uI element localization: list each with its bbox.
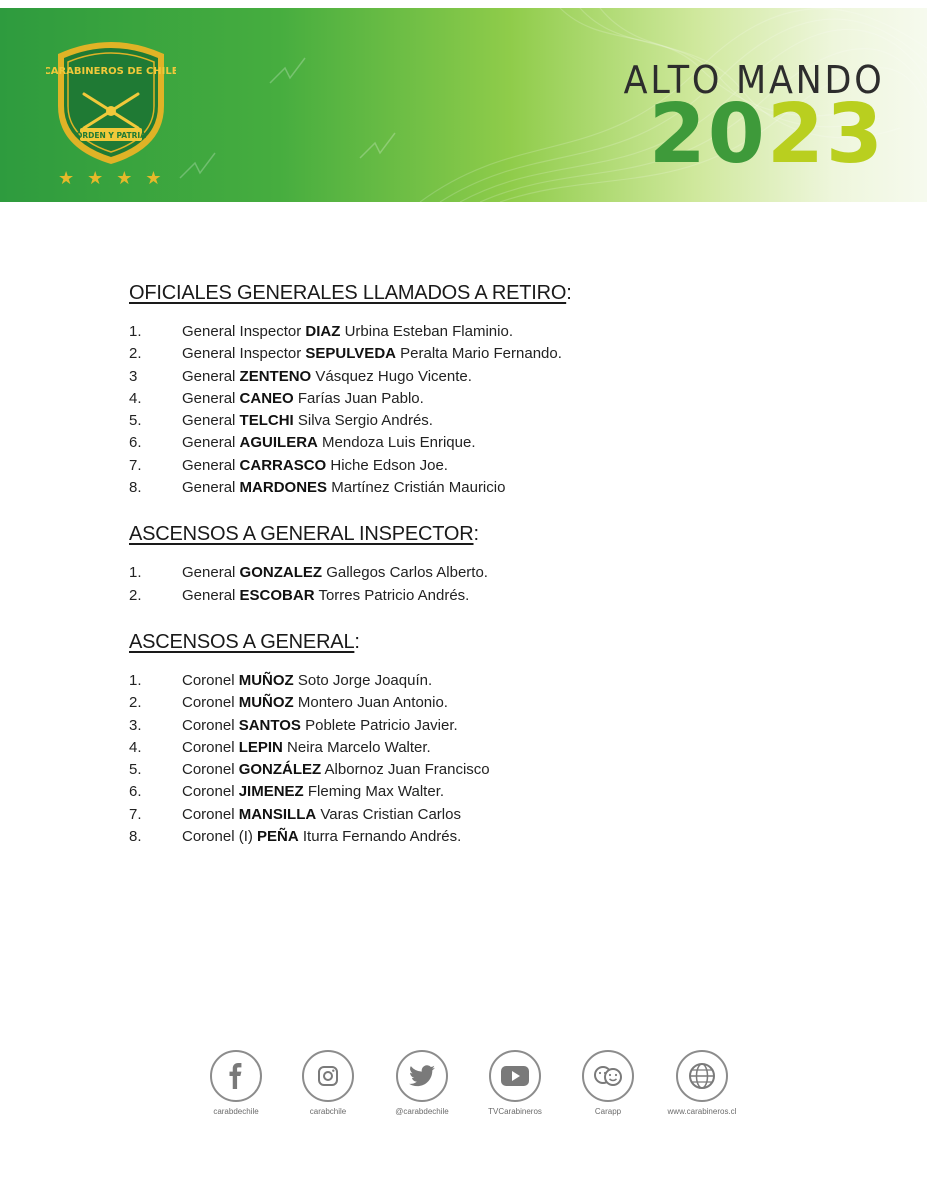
officer-rank: General — [182, 367, 240, 385]
list-item — [129, 585, 829, 607]
list-number: 8. — [129, 479, 142, 497]
officer-given-names: Fleming Max Walter. — [303, 783, 445, 801]
officer-surname: MARDONES — [239, 479, 328, 497]
officer-given-names: Neira Marcelo Walter. — [282, 738, 431, 756]
officer-name — [182, 562, 488, 584]
officer-rank: Coronel — [182, 761, 239, 779]
list-item — [129, 388, 829, 410]
list-number: 2. — [129, 345, 142, 363]
youtube-icon[interactable] — [489, 1050, 541, 1102]
list-item — [129, 321, 829, 343]
officer-given-names: Mendoza Luis Enrique. — [317, 434, 476, 452]
officer-given-names: Farías Juan Pablo. — [293, 389, 424, 407]
officer-given-names: Urbina Esteban Flaminio. — [340, 323, 513, 340]
officer-name — [182, 692, 448, 714]
officer-name — [182, 585, 469, 607]
list-number: 2. — [129, 694, 142, 712]
officer-rank: General — [182, 586, 240, 604]
officer-list — [129, 321, 829, 499]
section — [129, 282, 829, 499]
officer-name — [182, 388, 424, 410]
rank-stars — [58, 170, 162, 188]
section — [129, 631, 829, 848]
officer-given-names: Hiche Edson Joe. — [326, 456, 448, 474]
officer-rank: Coronel (I) — [182, 828, 258, 846]
list-item — [129, 432, 829, 454]
facebook-icon[interactable] — [210, 1050, 262, 1102]
social-footer — [200, 1050, 740, 1130]
chat-icon[interactable] — [582, 1050, 634, 1102]
officer-surname: JIMENEZ — [238, 783, 304, 801]
year-title — [648, 87, 885, 182]
officer-rank: General — [182, 434, 240, 452]
officer-surname: TELCHI — [239, 412, 294, 430]
officer-rank: Coronel — [182, 783, 239, 801]
section-title — [129, 282, 829, 305]
officer-name — [182, 321, 513, 343]
officer-given-names: Montero Juan Antonio. — [293, 694, 448, 712]
list-number: 5. — [129, 761, 142, 779]
list-item — [129, 759, 829, 781]
list-number: 7. — [129, 805, 142, 823]
officer-surname: ESCOBAR — [239, 586, 315, 604]
officer-surname: AGUILERA — [239, 434, 318, 452]
officer-given-names: Iturra Fernando Andrés. — [298, 828, 462, 846]
page-title: ALTO MANDO — [624, 58, 885, 102]
officer-list — [129, 670, 829, 848]
section-title — [129, 631, 829, 654]
year-part-1: 20 — [648, 87, 767, 182]
social-label: carabchile — [309, 1107, 347, 1116]
officer-name — [182, 781, 444, 803]
social-link-twitter[interactable] — [386, 1050, 458, 1116]
officer-name — [182, 432, 476, 454]
list-item — [129, 366, 829, 388]
social-link-youtube[interactable] — [479, 1050, 551, 1116]
list-item — [129, 781, 829, 803]
section-title-colon: : — [566, 282, 572, 304]
list-item — [129, 670, 829, 692]
officer-surname: MUÑOZ — [238, 694, 294, 712]
officer-surname: CARRASCO — [239, 456, 327, 474]
list-number: 2. — [129, 586, 142, 604]
officer-surname: CANEO — [239, 389, 294, 407]
star-icon: ★ — [58, 168, 75, 189]
officer-list — [129, 562, 829, 607]
document-content — [129, 282, 829, 872]
section-title-text: ASCENSOS A GENERAL — [129, 630, 355, 653]
officer-rank: General — [182, 564, 240, 582]
list-number: 3. — [129, 716, 142, 734]
list-number: 5. — [129, 412, 142, 430]
list-number: 1. — [129, 323, 142, 340]
section-title — [129, 523, 829, 546]
social-link-chat[interactable] — [572, 1050, 644, 1116]
social-label: carabdechile — [213, 1107, 259, 1116]
list-item — [129, 826, 829, 848]
list-number: 4. — [129, 389, 142, 407]
list-number: 6. — [129, 434, 142, 452]
officer-name — [182, 804, 461, 826]
officer-given-names: Gallegos Carlos Alberto. — [322, 564, 488, 582]
instagram-icon[interactable] — [302, 1050, 354, 1102]
officer-rank: General — [182, 412, 240, 430]
list-item — [129, 692, 829, 714]
officer-given-names: Torres Patricio Andrés. — [314, 586, 470, 604]
list-item — [129, 410, 829, 432]
section-title-colon: : — [473, 523, 479, 546]
list-item — [129, 455, 829, 477]
section-title-text: ASCENSOS A GENERAL INSPECTOR — [129, 523, 474, 546]
social-link-instagram[interactable] — [292, 1050, 364, 1116]
officer-name — [182, 477, 505, 499]
section-title-text: OFICIALES GENERALES LLAMADOS A RETIRO — [129, 282, 567, 304]
officer-name — [182, 737, 431, 759]
officer-name — [182, 410, 433, 432]
officer-name — [182, 455, 448, 477]
list-number: 7. — [129, 456, 142, 474]
officer-rank: Coronel — [182, 716, 239, 734]
officer-surname: SEPULVEDA — [305, 345, 396, 363]
badge-motto: ORDEN Y PATRIA — [76, 131, 146, 140]
officer-name — [182, 759, 490, 781]
officer-surname: MUÑOZ — [238, 671, 294, 689]
officer-name — [182, 670, 432, 692]
officer-name — [182, 366, 472, 388]
list-number: 1. — [129, 671, 142, 689]
star-icon: ★ — [116, 168, 133, 189]
list-number: 3 — [129, 367, 138, 385]
officer-surname: SANTOS — [238, 716, 301, 734]
header-banner — [0, 8, 927, 202]
globe-icon[interactable] — [676, 1050, 728, 1102]
list-number: 1. — [129, 564, 142, 582]
list-number: 4. — [129, 738, 142, 756]
officer-rank: Coronel — [182, 694, 239, 712]
officer-rank: General — [182, 456, 240, 474]
section-title-colon: : — [354, 630, 360, 653]
officer-surname: ZENTENO — [239, 367, 312, 385]
star-icon: ★ — [145, 168, 162, 189]
officer-given-names: Vásquez Hugo Vicente. — [311, 367, 472, 385]
social-link-facebook[interactable] — [200, 1050, 272, 1116]
officer-name — [182, 343, 562, 365]
officer-rank: General — [182, 479, 240, 497]
officer-rank: General — [182, 389, 240, 407]
officer-surname: GONZALEZ — [239, 564, 323, 582]
section — [129, 523, 829, 607]
officer-rank: Coronel — [182, 671, 239, 689]
officer-given-names: Varas Cristian Carlos — [316, 805, 461, 823]
list-number: 8. — [129, 828, 142, 846]
list-item — [129, 715, 829, 737]
twitter-icon[interactable] — [396, 1050, 448, 1102]
list-item — [129, 737, 829, 759]
year-part-2: 23 — [766, 87, 885, 182]
officer-surname: GONZÁLEZ — [238, 761, 322, 779]
list-item — [129, 477, 829, 499]
officer-surname: PEÑA — [257, 828, 299, 846]
officer-name — [182, 715, 458, 737]
officer-name — [182, 826, 461, 848]
social-label: @carabdechile — [395, 1107, 449, 1116]
officer-rank: Coronel — [182, 738, 239, 756]
star-icon: ★ — [87, 168, 104, 189]
social-label: TVCarabineros — [488, 1107, 542, 1116]
officer-rank: General Inspector — [182, 345, 306, 363]
list-item — [129, 562, 829, 584]
officer-given-names: Peralta Mario Fernando. — [395, 345, 562, 363]
social-link-globe[interactable] — [666, 1050, 738, 1116]
officer-given-names: Albornoz Juan Francisco — [321, 761, 490, 779]
officer-rank: General Inspector — [182, 323, 306, 340]
officer-given-names: Martínez Cristián Mauricio — [327, 479, 506, 497]
list-item — [129, 343, 829, 365]
officer-rank: Coronel — [182, 805, 239, 823]
officer-given-names: Soto Jorge Joaquín. — [293, 671, 433, 689]
officer-surname: DIAZ — [305, 323, 341, 340]
list-item — [129, 804, 829, 826]
social-label: Carapp — [594, 1107, 622, 1116]
officer-given-names: Silva Sergio Andrés. — [293, 412, 433, 430]
social-label: www.carabineros.cl — [667, 1107, 737, 1116]
officer-surname: LEPIN — [238, 738, 283, 756]
badge-text-top: CARABINEROS DE CHILE — [46, 66, 176, 77]
list-number: 6. — [129, 783, 142, 801]
officer-given-names: Poblete Patricio Javier. — [300, 716, 458, 734]
officer-surname: MANSILLA — [238, 805, 317, 823]
